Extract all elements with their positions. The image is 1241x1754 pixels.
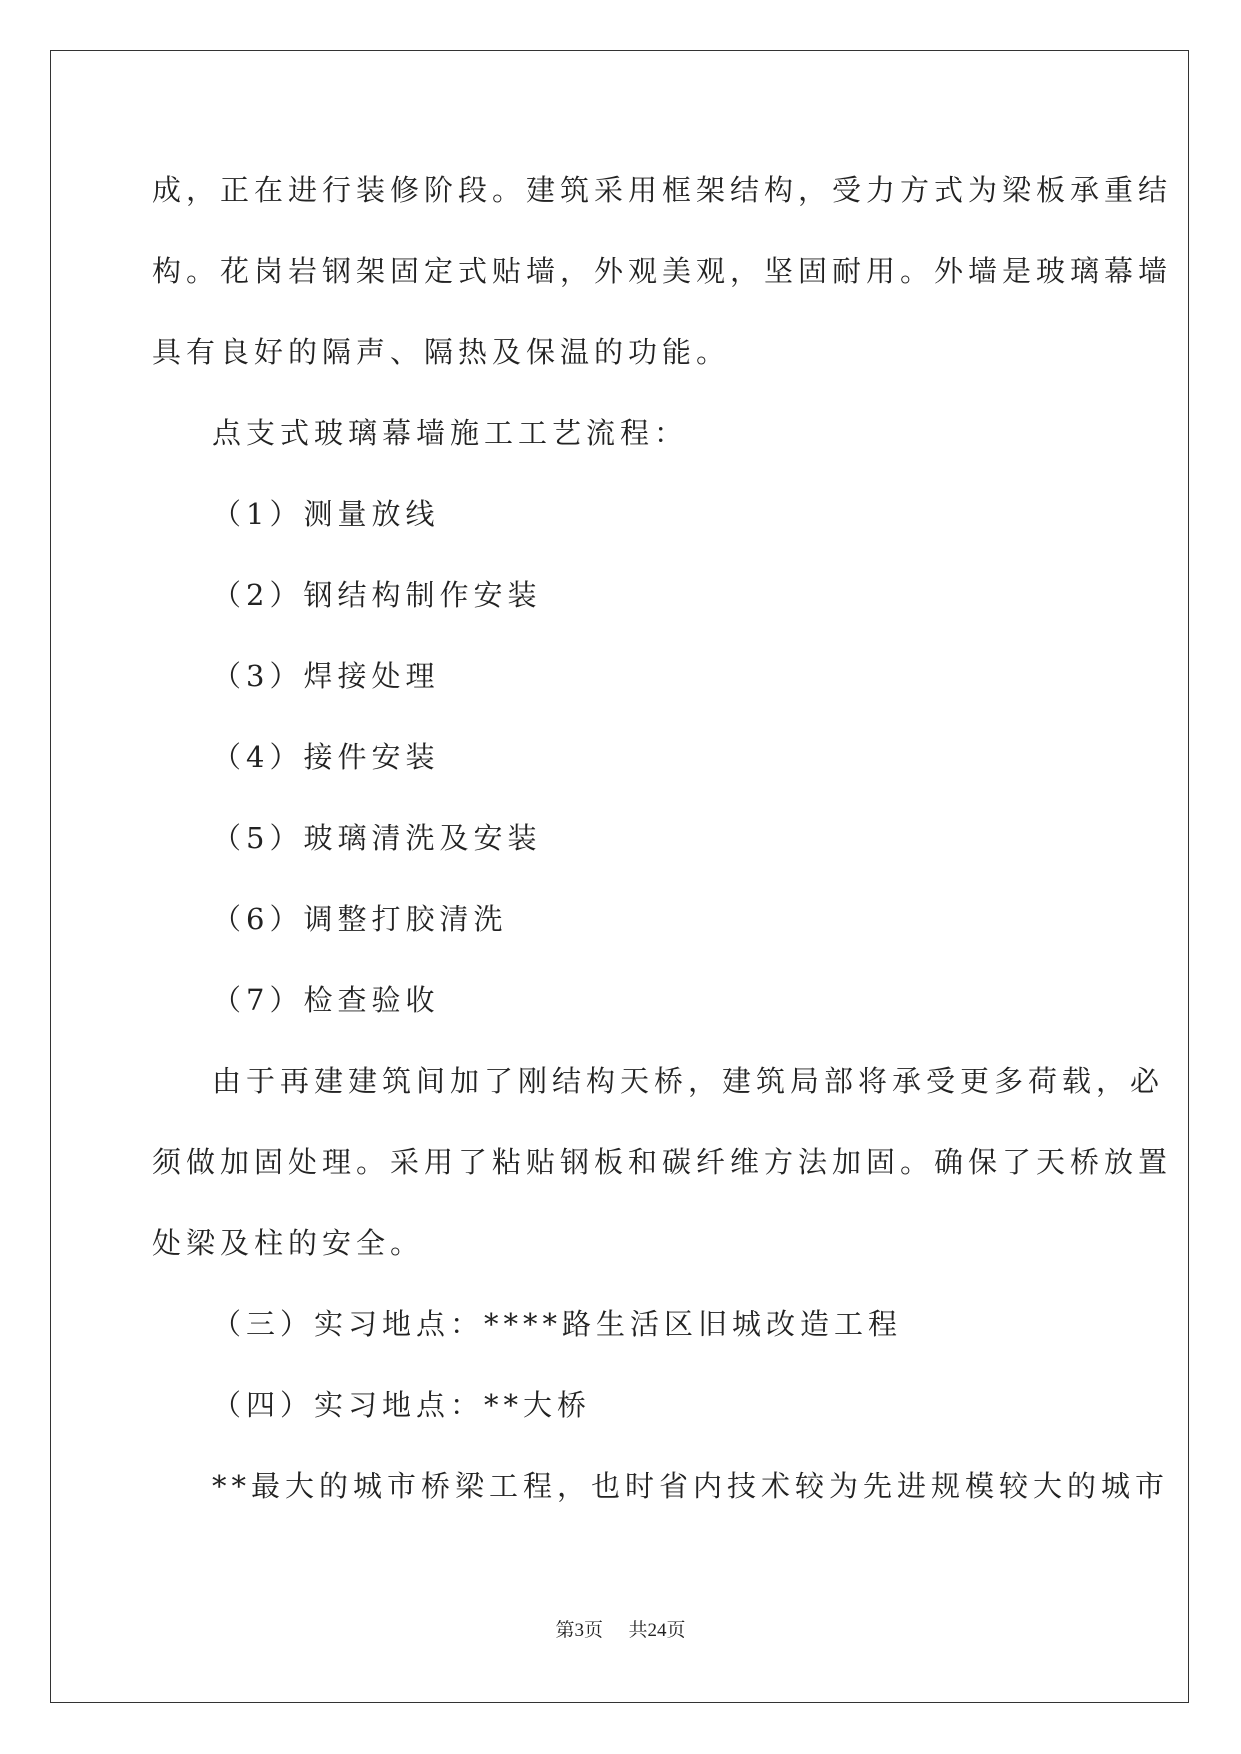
paragraph-line: 构。花岗岩钢架固定式贴墙，外观美观，坚固耐用。外墙是玻璃幕墙	[152, 254, 1173, 288]
page-number: 第3页	[555, 1620, 603, 1641]
paragraph-line: 成，正在进行装修阶段。建筑采用框架结构，受力方式为梁板承重结	[152, 173, 1173, 207]
list-item: （1）测量放线	[212, 497, 440, 531]
section-heading: 点支式玻璃幕墙施工工艺流程：	[212, 416, 689, 450]
paragraph-line: 具有良好的隔声、隔热及保温的功能。	[152, 335, 731, 369]
page-total: 共24页	[628, 1620, 686, 1641]
list-item: （7）检查验收	[212, 983, 440, 1017]
page-footer	[0, 1615, 1241, 1642]
paragraph-line: 处梁及柱的安全。	[152, 1226, 425, 1260]
section-heading: （三）实习地点：****路生活区旧城改造工程	[212, 1307, 903, 1341]
list-item: （2）钢结构制作安装	[212, 578, 542, 612]
list-item: （4）接件安装	[212, 740, 440, 774]
list-item: （5）玻璃清洗及安装	[212, 821, 542, 855]
list-item: （6）调整打胶清洗	[212, 902, 508, 936]
list-item: （3）焊接处理	[212, 659, 440, 693]
paragraph-line: 须做加固处理。采用了粘贴钢板和碳纤维方法加固。确保了天桥放置	[152, 1145, 1173, 1179]
document-body	[152, 150, 1173, 1527]
section-heading: （四）实习地点：**大桥	[212, 1388, 592, 1422]
paragraph-line: **最大的城市桥梁工程，也时省内技术较为先进规模较大的城市	[212, 1469, 1170, 1503]
paragraph-line: 由于再建建筑间加了刚结构天桥，建筑局部将承受更多荷载，必	[212, 1064, 1165, 1098]
